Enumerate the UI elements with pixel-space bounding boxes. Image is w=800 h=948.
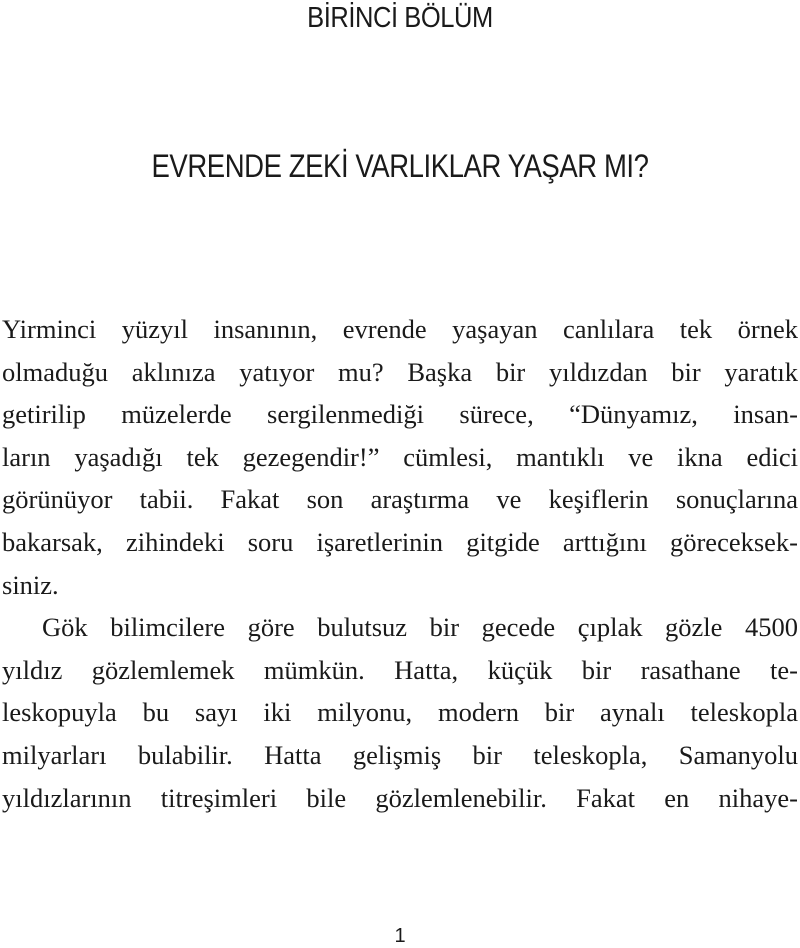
text-line: bakarsak, zihindeki soru işaretlerinin gitgide arttığını göreceksek- — [2, 526, 798, 557]
paragraph-2 — [2, 606, 798, 819]
text-line: Gök bilimcilere göre bulutsuz bir gecede çıplak gözle 4500 — [42, 612, 798, 643]
text-line: getirilip müzelerde sergilenmediği sürece, “Dünyamız, insan- — [2, 399, 798, 430]
text-line: milyarları bulabilir. Hatta gelişmiş bir teleskopla, Samanyolu — [2, 739, 798, 770]
text-line: Yirminci yüzyıl insanının, evrende yaşayan canlılara tek örnek — [2, 314, 798, 344]
text-line: yıldız gözlemlemek mümkün. Hatta, küçük bir rasathane te- — [2, 654, 798, 685]
text-line: yıldızlarının titreşimleri bile gözlemlenebilir. Fakat en nihaye- — [2, 782, 798, 813]
page-number: 1 — [394, 925, 406, 947]
chapter-title: EVRENDE ZEKİ VARLIKLAR YAŞAR MI? — [151, 148, 649, 184]
text-line: görünüyor tabii. Fakat son araştırma ve keşiflerin sonuçlarına — [2, 484, 798, 515]
text-line: olmaduğu aklınıza yatıyor mu? Başka bir yıldızdan bir yaratık — [2, 356, 798, 387]
chapter-label: BİRİNCİ BÖLÜM — [307, 2, 493, 34]
text-line: leskopuyla bu sayı iki milyonu, modern bir aynalı teleskopla — [2, 697, 798, 728]
paragraph-1 — [2, 308, 798, 606]
text-line: ların yaşadığı tek gezegendir!” cümlesi, mantıklı ve ikna edici — [2, 441, 798, 472]
body-text — [2, 308, 798, 819]
text-line: siniz. — [2, 569, 59, 600]
